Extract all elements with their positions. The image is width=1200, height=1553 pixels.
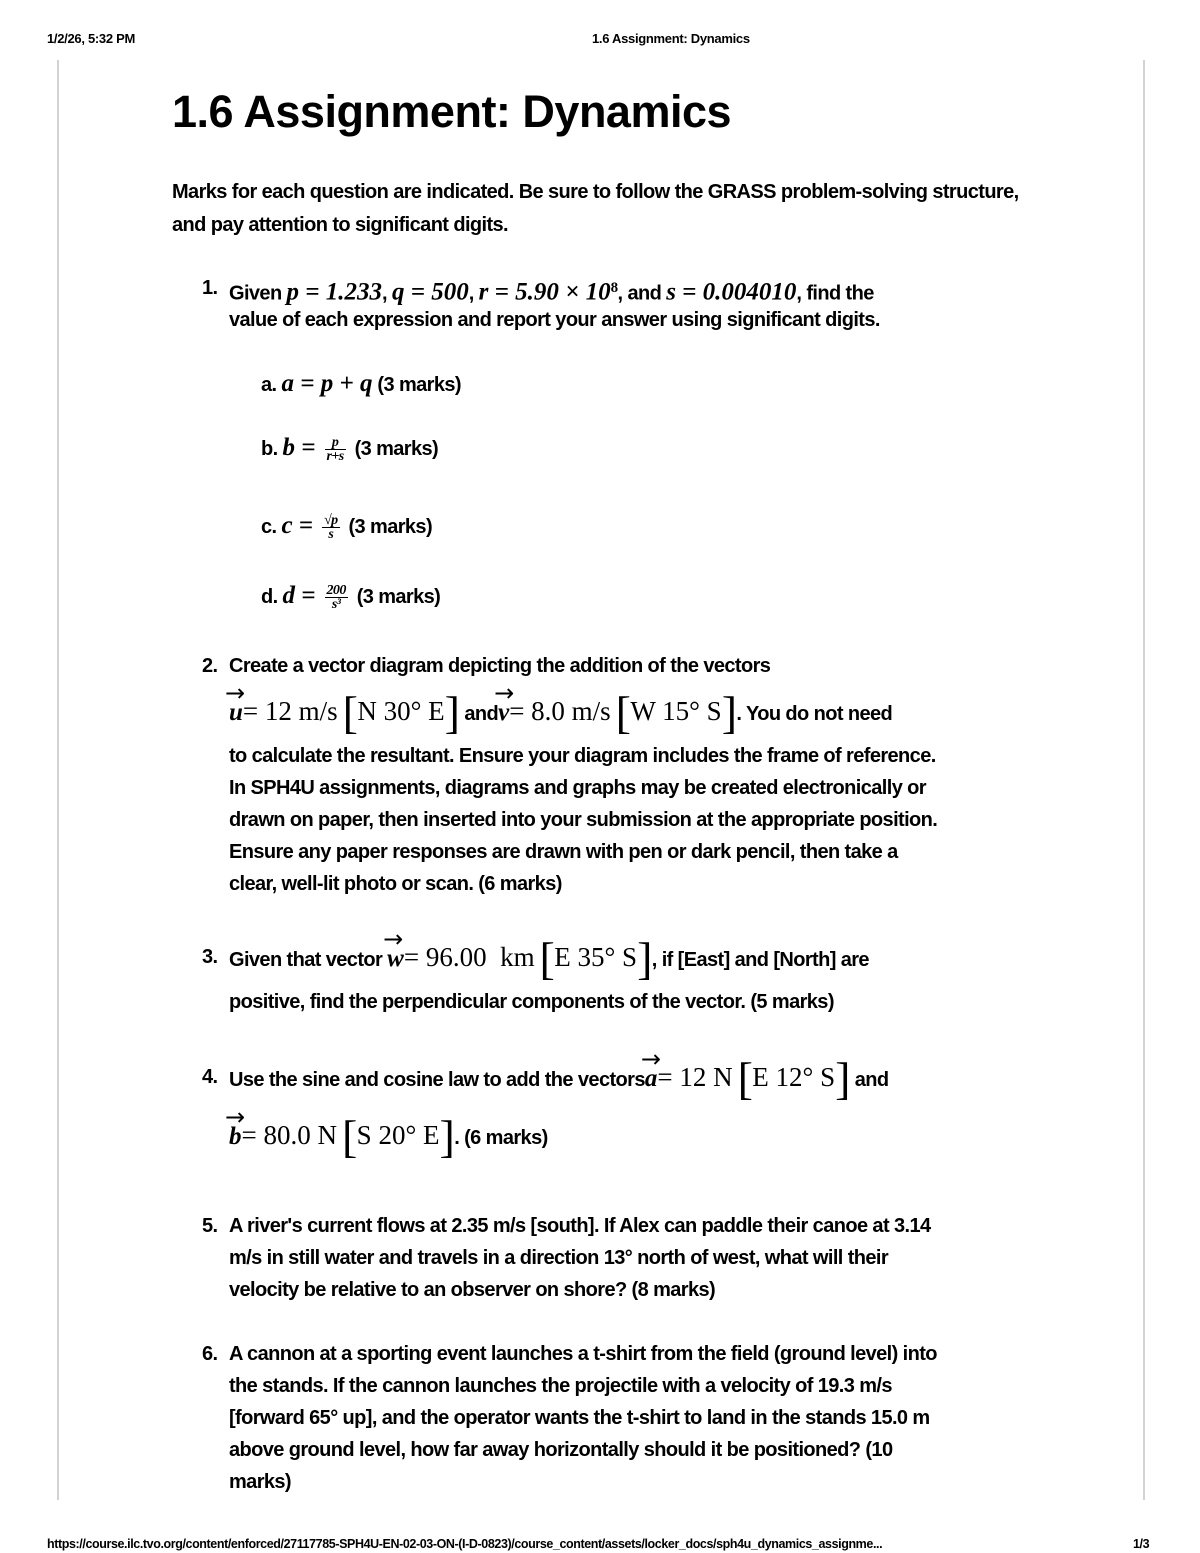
question-4: 4. Use the sine and cosine law to add the vectors→ a= 12 N [E 12° S] and → b= 80.0 N [S 20° E]. (6 marks) — [202, 1048, 1002, 1164]
numerator: √p — [324, 513, 338, 529]
question-number: 3. — [202, 946, 218, 968]
question-3: 3. Given that vector → w= 96.00 km [E 35° S], if [East] and [North] are positive, find the perpendicular components of the vector. (5 marks) — [202, 928, 1002, 1018]
sub-label: b. — [261, 438, 278, 460]
vector-a-direction: E 12° S — [752, 1062, 836, 1092]
r-value: r = 5.90 × 10 — [478, 278, 611, 306]
expression-d-lhs: d = — [282, 582, 316, 609]
expression-c-lhs: c = — [281, 512, 314, 539]
question-1: 1. Given p = 1.233, q = 500, $r = 5.90 \times 10^8$, and s = 0.004010, find the value of each expression and report your answer using significant digits. — [202, 272, 1002, 336]
vector-u: → u — [229, 684, 243, 742]
expression-a: a = p + q — [281, 370, 373, 397]
question-2-line-3: to calculate the resultant. Ensure your diagram includes the frame of reference. — [229, 745, 936, 767]
marks: (3 marks) — [348, 516, 433, 538]
question-6-line-5: marks) — [229, 1471, 291, 1493]
q-value: q = 500 — [391, 278, 469, 306]
marks: (3 marks) — [354, 438, 439, 460]
and-label: and — [854, 1069, 889, 1091]
question-3-line-2: positive, find the perpendicular components of the vector. (5 marks) — [229, 991, 834, 1013]
marks: (3 marks) — [356, 586, 441, 608]
question-4-prefix: Use the sine and cosine law to add the vectors — [229, 1069, 645, 1091]
vector-w-magnitude: = 96.00 km — [403, 942, 535, 972]
fraction-b — [325, 436, 346, 463]
vector-u-magnitude: = 12 m/s — [242, 696, 338, 726]
vector-w-direction: E 35° S — [554, 942, 638, 972]
question-6-line-1: A cannon at a sporting event launches a t-shirt from the field (ground level) into — [229, 1343, 937, 1365]
print-url: https://course.ilc.tvo.org/content/enforced/27117785-SPH4U-EN-02-03-ON-(I-D-0823)/course_content/assets/locker_docs/sph4u_dynamics_assignme... — [47, 1537, 883, 1551]
marks: (3 marks) — [377, 374, 461, 396]
vector-v-magnitude: = 8.0 m/s — [509, 696, 611, 726]
s-value: s = 0.004010 — [666, 278, 797, 306]
question-2-line-6: Ensure any paper responses are drawn with pen or dark pencil, then take a — [229, 841, 898, 863]
vector-v-direction: W 15° S — [630, 696, 722, 726]
question-2: 2. Create a vector diagram depicting the addition of the vectors → u= 12 m/s [N 30° E] and→ v= 8.0 m/s [W 15° S]. You do not need to calculate the resultant. Ensure your diagram includes the frame of reference. In SPH4U assignments, diagrams and graphs may be created electronically or drawn on paper, then inserted into your submission at the appropriate position. Ensure any paper responses are drawn with pen or dark pencil, then take a clear, well-lit photo or scan. (6 marks) — [202, 650, 1002, 900]
question-5-line-1: A river's current flows at 2.35 m/s [south]. If Alex can paddle their canoe at 3.14 — [229, 1215, 931, 1237]
intro-paragraph: Marks for each question are indicated. Be sure to follow the GRASS problem-solving structure, and pay attention to significant digits. — [172, 181, 1019, 236]
question-4-tail: . (6 marks) — [454, 1127, 548, 1149]
given-tail: , find the — [796, 282, 874, 305]
vector-b: → b — [229, 1108, 242, 1166]
vector-u-direction: N 30° E — [357, 696, 445, 726]
numerator: 200 — [326, 583, 346, 599]
vector-v: → v — [498, 684, 509, 742]
and-label: and — [464, 703, 499, 725]
question-3-prefix: Given that vector — [229, 949, 383, 971]
vector-w: → w — [387, 930, 404, 988]
question-number: 6. — [202, 1343, 218, 1365]
right-page-border — [1143, 60, 1145, 1500]
question-2-tail: . You do not need — [736, 703, 893, 725]
question-6-line-4: above ground level, how far away horizontally should it be positioned? (10 — [229, 1439, 893, 1461]
question-6-line-2: the stands. If the cannon launches the projectile with a velocity of 19.3 m/s — [229, 1375, 892, 1397]
sub-label: a. — [261, 374, 277, 396]
question-number: 5. — [202, 1215, 218, 1237]
question-2-line-5: drawn on paper, then inserted into your submission at the appropriate position. — [229, 809, 938, 831]
print-page-number: 1/3 — [1133, 1537, 1150, 1551]
vector-b-direction: S 20° E — [356, 1120, 440, 1150]
denominator: s³ — [331, 597, 341, 613]
print-datetime: 1/2/26, 5:32 PM — [47, 31, 135, 46]
question-2-line-7: clear, well-lit photo or scan. (6 marks) — [229, 873, 562, 895]
question-6 — [202, 1338, 1002, 1498]
fraction-c — [322, 514, 339, 541]
vector-a-magnitude: = 12 N — [657, 1062, 733, 1092]
question-2-line-1: Create a vector diagram depicting the addition of the vectors — [229, 655, 771, 677]
question-number: 4. — [202, 1066, 218, 1088]
question-1a — [261, 370, 461, 398]
expression-b-lhs: b = — [282, 434, 316, 461]
question-6-line-3: [forward 65° up], and the operator wants the t-shirt to land in the stands 15.0 m — [229, 1407, 930, 1429]
question-2-line-4: In SPH4U assignments, diagrams and graphs may be created electronically or — [229, 777, 926, 799]
sub-label: c. — [261, 516, 277, 538]
question-number: 1. — [202, 277, 218, 299]
question-5-line-2: m/s in still water and travels in a direction 13° north of west, what will their — [229, 1247, 889, 1269]
print-doc-title: 1.6 Assignment: Dynamics — [592, 31, 750, 46]
question-1c — [261, 512, 432, 541]
fraction-d — [325, 584, 348, 611]
numerator: p — [325, 436, 346, 450]
r-exponent: 8 — [610, 280, 618, 296]
question-5-line-3: velocity be relative to an observer on shore? (8 marks) — [229, 1279, 716, 1301]
question-1b — [261, 434, 438, 463]
question-1-line-2: value of each expression and report your answer using significant digits. — [229, 309, 880, 331]
page-title: 1.6 Assignment: Dynamics — [172, 86, 732, 137]
denominator: s — [328, 527, 334, 543]
question-3-tail: , if [East] and [North] are — [651, 949, 869, 971]
p-value: p = 1.233 — [286, 278, 383, 306]
given-label: Given — [229, 282, 282, 305]
sub-label: d. — [261, 586, 278, 608]
question-5 — [202, 1210, 1002, 1306]
question-1d — [261, 582, 440, 611]
and-label: and — [627, 282, 662, 305]
vector-a: → a — [645, 1050, 658, 1108]
left-page-border — [57, 60, 59, 1500]
vector-b-magnitude: = 80.0 N — [241, 1120, 337, 1150]
denominator: r+s — [326, 449, 344, 465]
question-number: 2. — [202, 655, 218, 677]
